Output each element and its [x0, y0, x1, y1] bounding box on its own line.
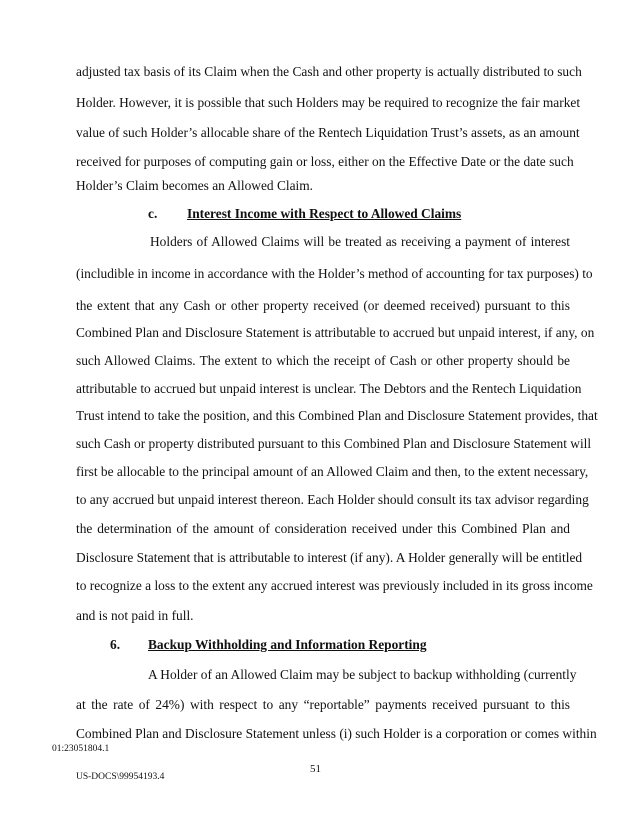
body-line: value of such Holder’s allocable share of the Rentech Liquidation Trust’s assets, as an amount [76, 125, 580, 140]
body-line: and is not paid in full. [76, 608, 194, 623]
body-line: such Allowed Claims. The extent to which the receipt of Cash or other property should be [76, 353, 570, 368]
body-line: to any accrued but unpaid interest thereon. Each Holder should consult its tax advisor regarding [76, 492, 589, 507]
body-line: (includible in income in accordance with the Holder’s method of accounting for tax purposes) to [76, 266, 593, 281]
body-line: received for purposes of computing gain or loss, either on the Effective Date or the date such [76, 154, 574, 169]
section-heading: Backup Withholding and Information Reporting [148, 637, 427, 652]
body-line: Holder’s Claim becomes an Allowed Claim. [76, 178, 314, 193]
section-label: c. [148, 206, 158, 221]
body-line: the extent that any Cash or other property received (or deemed received) pursuant to this [76, 298, 570, 313]
section-label: 6. [110, 637, 121, 652]
document-id: 01:23051804.1 [52, 744, 110, 754]
body-line: first be allocable to the principal amount of an Allowed Claim and then, to the extent necessary, [76, 464, 589, 479]
body-line: Combined Plan and Disclosure Statement unless (i) such Holder is a corporation or comes within [76, 726, 597, 741]
section-heading: Interest Income with Respect to Allowed Claims [187, 206, 462, 221]
body-line: Holder. However, it is possible that such Holders may be required to recognize the fair market [76, 95, 581, 110]
body-line: Trust intend to take the position, and this Combined Plan and Disclosure Statement provides, that [76, 408, 598, 423]
body-line: Combined Plan and Disclosure Statement is attributable to accrued but unpaid interest, if any, on [76, 325, 595, 340]
document-id: US-DOCS\99954193.4 [76, 772, 165, 782]
body-line: Disclosure Statement that is attributable to interest (if any). A Holder generally will be entitled [76, 550, 583, 565]
body-line: to recognize a loss to the extent any accrued interest was previously included in its gross income [76, 578, 593, 593]
page-number: 51 [310, 763, 321, 775]
body-line: such Cash or property distributed pursuant to this Combined Plan and Disclosure Statement will [76, 436, 592, 451]
body-line: attributable to accrued but unpaid interest is unclear. The Debtors and the Rentech Liquidation [76, 381, 582, 396]
body-line: A Holder of an Allowed Claim may be subject to backup withholding (currently [148, 667, 577, 682]
body-line: at the rate of 24%) with respect to any “reportable” payments received pursuant to this [76, 697, 570, 712]
body-line: adjusted tax basis of its Claim when the Cash and other property is actually distributed to such [76, 64, 582, 79]
body-line: Holders of Allowed Claims will be treated as receiving a payment of interest [150, 234, 570, 249]
body-line: the determination of the amount of consideration received under this Combined Plan and [76, 521, 570, 536]
